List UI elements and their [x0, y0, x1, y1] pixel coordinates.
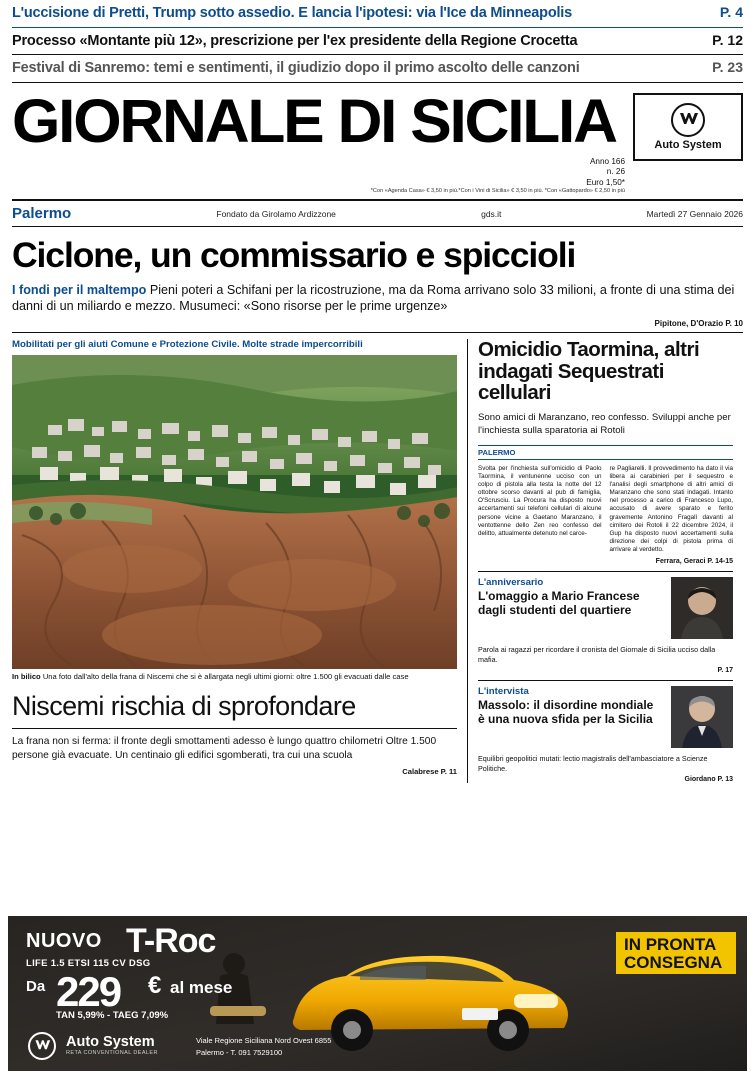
- portrait-photo: [671, 577, 733, 639]
- ad-dealer-phone: Palermo - T. 091 7529100: [196, 1048, 283, 1057]
- right-item-credit: P. 17: [717, 667, 733, 675]
- teaser-text: Festival di Sanremo: temi e sentimenti, il giudizio dopo il primo ascolto delle canzoni: [12, 60, 580, 77]
- right-item-kicker: L'anniversario: [478, 577, 544, 589]
- ad-price-prefix: Da: [26, 978, 46, 995]
- right-main-deck: Sono amici di Maranzano, reo confesso. Sviluppi anche per l'inchiesta sulla sparatoria ai Rotoli: [478, 412, 731, 436]
- right-item-text: Parola ai ragazzi per ricordare il cronista del Giornale di Sicilia ucciso dalla mafia.: [478, 645, 716, 664]
- left-column: [12, 339, 468, 783]
- divider: [12, 332, 743, 333]
- portrait-photo: [671, 686, 733, 748]
- teaser-text: L'uccisione di Pretti, Trump sotto assedio. E lancia l'ipotesi: via l'Ice da Minneapolis: [12, 5, 572, 21]
- photo-caption: [12, 672, 457, 682]
- ad-dealer-address: Viale Regione Siciliana Nord Ovest 6855: [196, 1036, 332, 1045]
- masthead: [0, 83, 755, 161]
- right-main-tag: PALERMO: [478, 445, 733, 460]
- teaser-item[interactable]: [12, 28, 743, 56]
- left-credit: Calabrese P. 11: [402, 766, 457, 776]
- vw-logo-icon: [28, 1032, 56, 1060]
- photo-caption-text: Una foto dall'alto della frana di Niscemi che si è allargata negli ultimi giorni: oltre 1.500 gli evacuati dalle case: [42, 671, 409, 681]
- lead-credit: Pipitone, D'Orazio P. 10: [654, 318, 743, 328]
- right-item-credit: Giordano P. 13: [684, 776, 733, 784]
- teaser-page: P. 23: [712, 59, 743, 76]
- right-item-title: Massolo: il disordine mondiale è una nuova sfida per la Sicilia: [478, 698, 654, 726]
- right-item-text: Equilibri geopolitici mutati: lectio magistralis dell'ambasciatore a Scienze Politiche.: [478, 754, 708, 773]
- bottom-advertisement[interactable]: [8, 916, 747, 1071]
- ad-badge-line2: CONSEGNA: [624, 953, 723, 972]
- right-main-headline[interactable]: Omicidio Taormina, altri indagati Sequestrati cellulari: [478, 337, 700, 405]
- website-link[interactable]: gds.it: [481, 208, 502, 219]
- teaser-text: Processo «Montante più 12», prescrizione per l'ex presidente della Regione Crocetta: [12, 32, 578, 49]
- lead-headline: Ciclone, un commissario e spiccioli: [12, 235, 576, 276]
- teaser-item[interactable]: [12, 55, 743, 83]
- photo-caption-label: In bilico: [12, 671, 41, 681]
- ad-rates: TAN 5,99% - TAEG 7,09%: [56, 1010, 169, 1021]
- lead-kicker: I fondi per il maltempo: [12, 282, 147, 297]
- ad-price: 229: [56, 968, 121, 1015]
- left-deck: La frana non si ferma: il fronte degli smottamenti adesso è lungo quattro chilometri Oltre 1.500 persone già evacuate. Un centinaio gli edifici sgomberati, tra cui una scuola: [12, 728, 457, 763]
- edition-number: n. 26: [606, 167, 625, 177]
- right-column: [468, 339, 733, 783]
- ad-dealer-name: Auto System: [66, 1034, 155, 1050]
- right-main-col2: re Pagliarelli. Il provvedimento ha dato il via libera ai carabinieri per il sequestro e l'analisi degli smartphone di altri amici di Maranzano che sono stati indagati. Intanto nel processo a carico di Francesco Lupo, accusato di avere sparato e ferito gravemente Antonino Fragalì davanti al cimitero dei Rotoli il 22 dicembre 2024, il Gup ha disposto nuovi accertamenti sulla direzione dei colpi di pistola prima di arrivare al verdetto.: [609, 464, 733, 554]
- teaser-page: P. 4: [719, 4, 743, 20]
- left-headline[interactable]: Niscemi rischia di sprofondare: [12, 690, 356, 721]
- lead-subtitle-text: Pieni poteri a Schifani per la ricostruzione, ma da Roma arrivano solo 33 milioni, a fronte di una stima dei danni di un miliardo e mezzo. Musumeci: «Sono risorse per le prime urgenze»: [12, 282, 735, 314]
- edition-city: Palermo: [12, 205, 72, 223]
- ad-currency: €: [148, 972, 162, 999]
- ad-trim-label: LIFE 1.5 ETSI 115 CV DSG: [26, 958, 151, 969]
- vw-logo-icon: [671, 103, 705, 137]
- teaser-page: P. 12: [712, 31, 743, 48]
- masthead-info-bar: [12, 199, 743, 227]
- masthead-ad-box[interactable]: [633, 93, 743, 161]
- lead-story[interactable]: [0, 227, 755, 331]
- page-title: GIORNALE DI SICILIA: [12, 87, 616, 156]
- ad-badge-line1: IN PRONTA: [624, 935, 717, 954]
- masthead-meta: [0, 157, 755, 194]
- lead-subtitle: [12, 282, 743, 315]
- right-main-col1: Svolta per l'inchiesta sull'omicidio di Paolo Taormina, il ventunenne ucciso con un colpo di pistola alla testa la notte del 12 ottobre scorso davanti al pub di famiglia, O'Scrusciu. La Procura ha disposto nuovi accertamenti sui telefoni cellulari di alcune persone vicine a Gaetano Maranzano, il ventottenne dello Zen reo confesso del delitto, attualmente detenuto nel carce-: [478, 464, 602, 537]
- right-item-intervista[interactable]: [478, 680, 733, 783]
- edition-year: Anno 166: [589, 157, 625, 167]
- ad-price-suffix: al mese: [170, 978, 233, 997]
- left-kicker: Mobilitati per gli aiuti Comune e Protezione Civile. Molte strade impercorribili: [12, 338, 363, 350]
- teaser-strip: [0, 0, 755, 83]
- ad-nuovo-label: NUOVO: [26, 930, 102, 952]
- ad-dealer-sub: RETA CONVENTIONAL DEALER: [66, 1050, 158, 1056]
- right-item-anniversario[interactable]: [478, 571, 733, 674]
- teaser-item[interactable]: [12, 0, 743, 28]
- main-columns: [0, 339, 755, 783]
- right-item-kicker: L'intervista: [478, 686, 529, 698]
- ad-model-name: T-Roc: [126, 922, 216, 960]
- masthead-ad-label: Auto System: [654, 139, 722, 152]
- price-fine-print: *Con «Agenda Casa» € 3,50 in più.*Con i Vini di Sicilia» € 3,50 in più. *Con «Gattopardo» € 2,50 in più: [370, 187, 625, 194]
- right-main-body: [478, 465, 733, 554]
- founder-line: Fondato da Girolamo Ardizzone: [216, 208, 336, 219]
- issue-date: Martedì 27 Gennaio 2026: [646, 208, 743, 219]
- right-main-credit: Ferrara, Geraci P. 14-15: [655, 558, 733, 566]
- landslide-photo: [12, 355, 457, 669]
- edition-price: Euro 1,50*: [586, 177, 625, 187]
- right-item-title: L'omaggio a Mario Francese dagli studenti del quartiere: [478, 589, 640, 617]
